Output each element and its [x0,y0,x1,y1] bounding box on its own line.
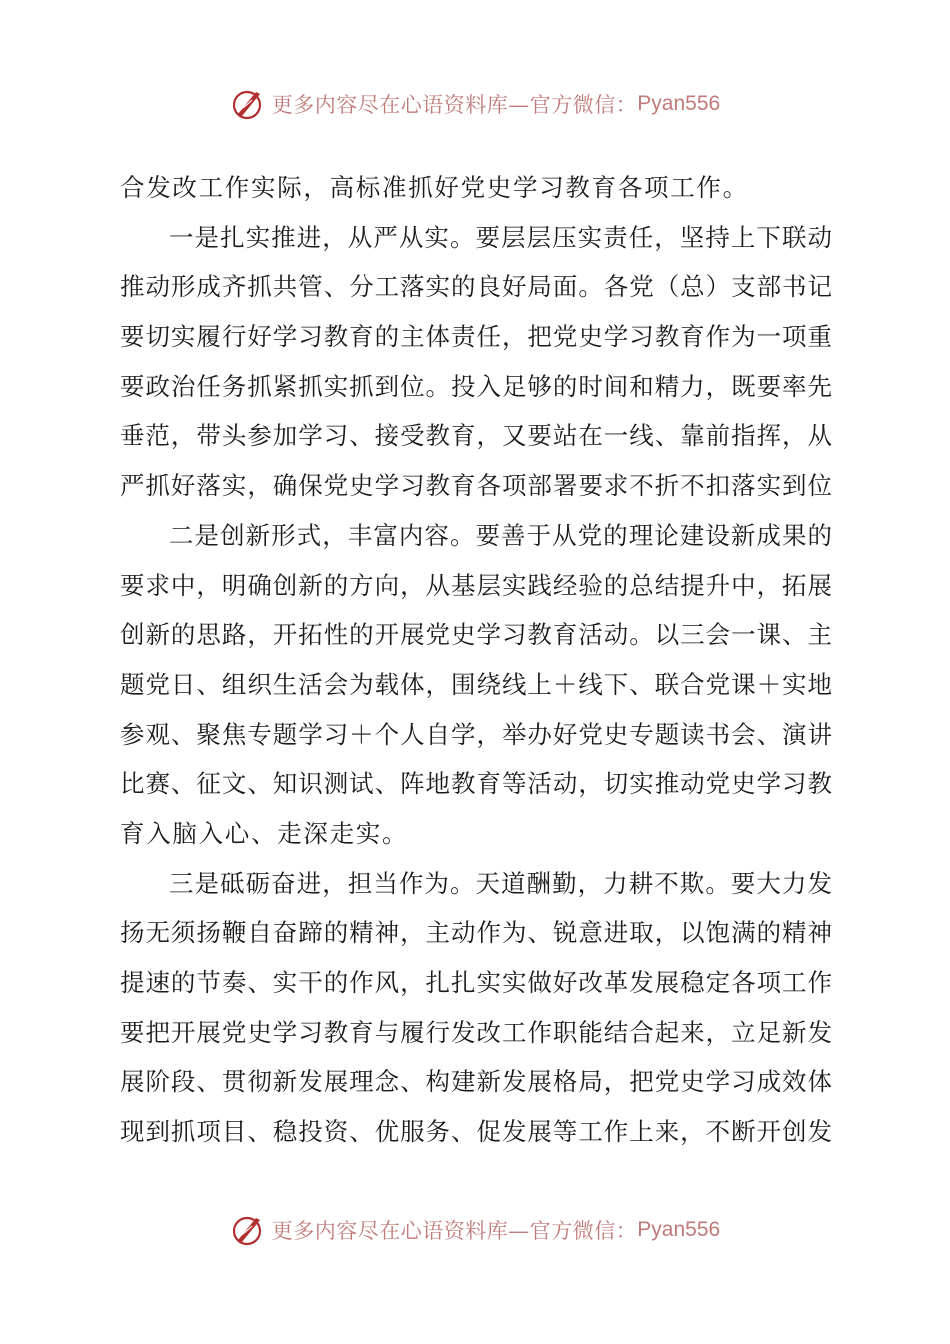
text-line: 要把开展党史学习教育与履行发改工作职能结合起来，立足新发 [120,1017,832,1047]
watermark-header [0,84,950,124]
text-line: 展阶段、贯彻新发展理念、构建新发展格局，把党史学习成效体 [120,1067,832,1097]
watermark-wechat-id: Pyan556 [637,1218,721,1241]
text-line: 垂范，带头参加学习、接受教育，又要站在一线、靠前指挥，从 [120,421,832,451]
text-line: 三是砥砺奋进，担当作为。天道酬勤，力耕不欺。要大力发 [169,868,832,898]
quill-logo-icon [230,86,266,122]
text-line: 育入脑入心、走深走实。 [120,818,409,848]
text-line: 现到抓项目、稳投资、优服务、促发展等工作上来，不断开创发 [120,1117,832,1147]
document-body [120,163,832,1157]
text-line: 二是创新形式，丰富内容。要善于从党的理论建设新成果的 [169,520,832,550]
watermark-text: 更多内容尽在心语资料库—官方微信： [271,1219,638,1243]
text-line: 提速的节奏、实干的作风，扎扎实实做好改革发展稳定各项工作 [120,968,832,997]
text-line: 要求中，明确创新的方向，从基层实践经验的总结提升中，拓展 [120,570,832,600]
text-line: 比赛、征文、知识测试、阵地教育等活动，切实推动党史学习教 [120,769,832,799]
text-line: 参观、聚焦专题学习＋个人自学，举办好党史专题读书会、演讲 [120,719,832,749]
watermark-wechat-id: Pyan556 [637,92,721,115]
text-line: 题党日、组织生活会为载体，围绕线上＋线下、联合党课＋实地 [120,669,832,699]
watermark-text: 更多内容尽在心语资料库—官方微信： [271,93,638,117]
text-line: 创新的思路，开拓性的开展党史学习教育活动。以三会一课、主 [120,620,832,650]
text-line: 要切实履行好学习教育的主体责任，把党史学习教育作为一项重 [120,322,832,352]
text-line: 严抓好落实，确保党史学习教育各项部署要求不折不扣落实到位 [120,471,832,501]
quill-logo-icon [230,1212,266,1248]
text-line: 要政治任务抓紧抓实抓到位。投入足够的时间和精力，既要率先 [120,371,832,401]
text-line: 推动形成齐抓共管、分工落实的良好局面。各党（总）支部书记 [120,272,832,302]
text-line: 一是扎实推进，从严从实。要层层压实责任，坚持上下联动 [169,222,832,252]
text-line: 合发改工作实际，高标准抓好党史学习教育各项工作。 [120,173,749,202]
watermark-footer [0,1210,950,1250]
text-line: 扬无须扬鞭自奋蹄的精神，主动作为、锐意进取，以饱满的精神 [120,918,832,948]
